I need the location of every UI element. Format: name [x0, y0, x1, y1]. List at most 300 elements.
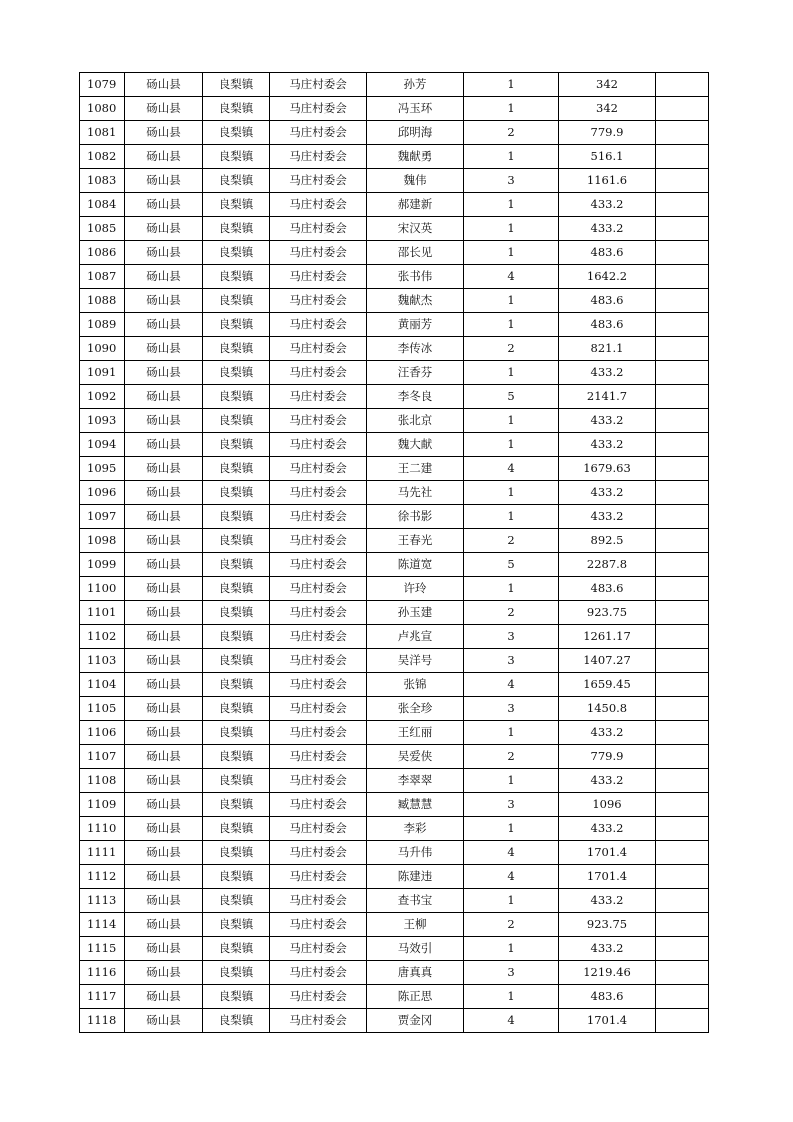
- household-count-cell: 3: [464, 169, 559, 193]
- county-cell: 砀山县: [125, 601, 203, 625]
- county-cell: 砀山县: [125, 865, 203, 889]
- amount-cell: 433.2: [559, 505, 656, 529]
- household-count-cell: 2: [464, 913, 559, 937]
- household-count-cell: 2: [464, 337, 559, 361]
- table-row: [80, 385, 709, 409]
- note-cell: [656, 673, 709, 697]
- county-cell: 砀山县: [125, 529, 203, 553]
- household-count-cell: 1: [464, 817, 559, 841]
- note-cell: [656, 265, 709, 289]
- amount-cell: 433.2: [559, 817, 656, 841]
- table-row: [80, 529, 709, 553]
- amount-cell: 892.5: [559, 529, 656, 553]
- village-cell: 马庄村委会: [270, 481, 367, 505]
- amount-cell: 433.2: [559, 409, 656, 433]
- household-count-cell: 1: [464, 721, 559, 745]
- table-row: [80, 265, 709, 289]
- table-row: [80, 193, 709, 217]
- table-row: [80, 361, 709, 385]
- village-cell: 马庄村委会: [270, 673, 367, 697]
- note-cell: [656, 817, 709, 841]
- amount-cell: 433.2: [559, 769, 656, 793]
- table-row: [80, 817, 709, 841]
- table-row: [80, 241, 709, 265]
- town-cell: 良梨镇: [203, 889, 270, 913]
- village-cell: 马庄村委会: [270, 913, 367, 937]
- name-cell: 魏献杰: [367, 289, 464, 313]
- county-cell: 砀山县: [125, 337, 203, 361]
- county-cell: 砀山县: [125, 553, 203, 577]
- village-cell: 马庄村委会: [270, 721, 367, 745]
- note-cell: [656, 649, 709, 673]
- household-count-cell: 2: [464, 601, 559, 625]
- county-cell: 砀山县: [125, 289, 203, 313]
- amount-cell: 483.6: [559, 313, 656, 337]
- note-cell: [656, 1009, 709, 1033]
- note-cell: [656, 241, 709, 265]
- row-number-cell: 1083: [80, 169, 125, 193]
- row-number-cell: 1116: [80, 961, 125, 985]
- village-cell: 马庄村委会: [270, 649, 367, 673]
- name-cell: 孙玉建: [367, 601, 464, 625]
- note-cell: [656, 289, 709, 313]
- note-cell: [656, 73, 709, 97]
- name-cell: 贾金冈: [367, 1009, 464, 1033]
- amount-cell: 342: [559, 97, 656, 121]
- row-number-cell: 1080: [80, 97, 125, 121]
- name-cell: 王春光: [367, 529, 464, 553]
- village-cell: 马庄村委会: [270, 337, 367, 361]
- table-row: [80, 289, 709, 313]
- household-count-cell: 1: [464, 313, 559, 337]
- household-count-cell: 5: [464, 385, 559, 409]
- town-cell: 良梨镇: [203, 121, 270, 145]
- table-row: [80, 1009, 709, 1033]
- row-number-cell: 1097: [80, 505, 125, 529]
- amount-cell: 1701.4: [559, 841, 656, 865]
- county-cell: 砀山县: [125, 193, 203, 217]
- county-cell: 砀山县: [125, 793, 203, 817]
- village-cell: 马庄村委会: [270, 385, 367, 409]
- table-row: [80, 937, 709, 961]
- row-number-cell: 1096: [80, 481, 125, 505]
- town-cell: 良梨镇: [203, 601, 270, 625]
- town-cell: 良梨镇: [203, 553, 270, 577]
- name-cell: 冯玉环: [367, 97, 464, 121]
- town-cell: 良梨镇: [203, 289, 270, 313]
- row-number-cell: 1117: [80, 985, 125, 1009]
- table-row: [80, 769, 709, 793]
- village-cell: 马庄村委会: [270, 361, 367, 385]
- name-cell: 张锦: [367, 673, 464, 697]
- village-cell: 马庄村委会: [270, 553, 367, 577]
- county-cell: 砀山县: [125, 697, 203, 721]
- name-cell: 徐书影: [367, 505, 464, 529]
- county-cell: 砀山县: [125, 97, 203, 121]
- household-count-cell: 1: [464, 361, 559, 385]
- amount-cell: 483.6: [559, 985, 656, 1009]
- household-count-cell: 3: [464, 625, 559, 649]
- town-cell: 良梨镇: [203, 193, 270, 217]
- town-cell: 良梨镇: [203, 793, 270, 817]
- row-number-cell: 1085: [80, 217, 125, 241]
- county-cell: 砀山县: [125, 361, 203, 385]
- town-cell: 良梨镇: [203, 985, 270, 1009]
- table-row: [80, 145, 709, 169]
- row-number-cell: 1113: [80, 889, 125, 913]
- household-count-cell: 3: [464, 649, 559, 673]
- household-count-cell: 1: [464, 937, 559, 961]
- note-cell: [656, 577, 709, 601]
- row-number-cell: 1093: [80, 409, 125, 433]
- table-row: [80, 793, 709, 817]
- row-number-cell: 1088: [80, 289, 125, 313]
- row-number-cell: 1095: [80, 457, 125, 481]
- village-cell: 马庄村委会: [270, 817, 367, 841]
- amount-cell: 779.9: [559, 121, 656, 145]
- amount-cell: 1161.6: [559, 169, 656, 193]
- name-cell: 郝建新: [367, 193, 464, 217]
- household-count-cell: 1: [464, 409, 559, 433]
- county-cell: 砀山县: [125, 937, 203, 961]
- note-cell: [656, 793, 709, 817]
- row-number-cell: 1084: [80, 193, 125, 217]
- town-cell: 良梨镇: [203, 73, 270, 97]
- county-cell: 砀山县: [125, 817, 203, 841]
- amount-cell: 433.2: [559, 889, 656, 913]
- village-cell: 马庄村委会: [270, 529, 367, 553]
- name-cell: 查书宝: [367, 889, 464, 913]
- note-cell: [656, 361, 709, 385]
- note-cell: [656, 385, 709, 409]
- note-cell: [656, 433, 709, 457]
- note-cell: [656, 841, 709, 865]
- village-cell: 马庄村委会: [270, 217, 367, 241]
- town-cell: 良梨镇: [203, 433, 270, 457]
- town-cell: 良梨镇: [203, 625, 270, 649]
- town-cell: 良梨镇: [203, 409, 270, 433]
- county-cell: 砀山县: [125, 649, 203, 673]
- table-row: [80, 553, 709, 577]
- note-cell: [656, 457, 709, 481]
- town-cell: 良梨镇: [203, 649, 270, 673]
- name-cell: 臧慧慧: [367, 793, 464, 817]
- amount-cell: 1659.45: [559, 673, 656, 697]
- county-cell: 砀山县: [125, 409, 203, 433]
- table-row: [80, 313, 709, 337]
- note-cell: [656, 961, 709, 985]
- table-row: [80, 457, 709, 481]
- town-cell: 良梨镇: [203, 217, 270, 241]
- town-cell: 良梨镇: [203, 697, 270, 721]
- household-count-cell: 4: [464, 865, 559, 889]
- county-cell: 砀山县: [125, 121, 203, 145]
- county-cell: 砀山县: [125, 241, 203, 265]
- town-cell: 良梨镇: [203, 865, 270, 889]
- village-cell: 马庄村委会: [270, 241, 367, 265]
- household-count-cell: 1: [464, 769, 559, 793]
- amount-cell: 433.2: [559, 481, 656, 505]
- note-cell: [656, 337, 709, 361]
- county-cell: 砀山县: [125, 265, 203, 289]
- note-cell: [656, 697, 709, 721]
- row-number-cell: 1079: [80, 73, 125, 97]
- amount-cell: 516.1: [559, 145, 656, 169]
- village-cell: 马庄村委会: [270, 73, 367, 97]
- note-cell: [656, 721, 709, 745]
- amount-cell: 923.75: [559, 601, 656, 625]
- name-cell: 邱明海: [367, 121, 464, 145]
- village-cell: 马庄村委会: [270, 601, 367, 625]
- town-cell: 良梨镇: [203, 265, 270, 289]
- household-count-cell: 1: [464, 481, 559, 505]
- village-cell: 马庄村委会: [270, 889, 367, 913]
- amount-cell: 483.6: [559, 289, 656, 313]
- county-cell: 砀山县: [125, 1009, 203, 1033]
- household-count-cell: 3: [464, 793, 559, 817]
- town-cell: 良梨镇: [203, 769, 270, 793]
- name-cell: 王二建: [367, 457, 464, 481]
- amount-cell: 1701.4: [559, 865, 656, 889]
- roster-table-body: [80, 73, 709, 1033]
- county-cell: 砀山县: [125, 385, 203, 409]
- row-number-cell: 1114: [80, 913, 125, 937]
- town-cell: 良梨镇: [203, 145, 270, 169]
- amount-cell: 1679.63: [559, 457, 656, 481]
- row-number-cell: 1112: [80, 865, 125, 889]
- row-number-cell: 1099: [80, 553, 125, 577]
- amount-cell: 433.2: [559, 937, 656, 961]
- county-cell: 砀山县: [125, 145, 203, 169]
- name-cell: 马升伟: [367, 841, 464, 865]
- table-row: [80, 481, 709, 505]
- amount-cell: 923.75: [559, 913, 656, 937]
- amount-cell: 1096: [559, 793, 656, 817]
- town-cell: 良梨镇: [203, 745, 270, 769]
- table-row: [80, 409, 709, 433]
- county-cell: 砀山县: [125, 433, 203, 457]
- note-cell: [656, 121, 709, 145]
- amount-cell: 1261.17: [559, 625, 656, 649]
- table-row: [80, 649, 709, 673]
- household-count-cell: 1: [464, 241, 559, 265]
- amount-cell: 1642.2: [559, 265, 656, 289]
- town-cell: 良梨镇: [203, 361, 270, 385]
- table-row: [80, 505, 709, 529]
- note-cell: [656, 217, 709, 241]
- name-cell: 魏献勇: [367, 145, 464, 169]
- table-row: [80, 433, 709, 457]
- note-cell: [656, 769, 709, 793]
- household-count-cell: 2: [464, 121, 559, 145]
- household-count-cell: 4: [464, 457, 559, 481]
- village-cell: 马庄村委会: [270, 193, 367, 217]
- amount-cell: 2141.7: [559, 385, 656, 409]
- row-number-cell: 1082: [80, 145, 125, 169]
- row-number-cell: 1100: [80, 577, 125, 601]
- household-count-cell: 1: [464, 985, 559, 1009]
- village-cell: 马庄村委会: [270, 121, 367, 145]
- village-cell: 马庄村委会: [270, 793, 367, 817]
- county-cell: 砀山县: [125, 673, 203, 697]
- village-cell: 马庄村委会: [270, 409, 367, 433]
- town-cell: 良梨镇: [203, 385, 270, 409]
- note-cell: [656, 313, 709, 337]
- amount-cell: 433.2: [559, 217, 656, 241]
- name-cell: 马效引: [367, 937, 464, 961]
- village-cell: 马庄村委会: [270, 961, 367, 985]
- name-cell: 张北京: [367, 409, 464, 433]
- name-cell: 陈建违: [367, 865, 464, 889]
- table-row: [80, 73, 709, 97]
- name-cell: 魏大献: [367, 433, 464, 457]
- note-cell: [656, 505, 709, 529]
- village-cell: 马庄村委会: [270, 97, 367, 121]
- note-cell: [656, 937, 709, 961]
- village-cell: 马庄村委会: [270, 937, 367, 961]
- table-row: [80, 985, 709, 1009]
- row-number-cell: 1094: [80, 433, 125, 457]
- table-row: [80, 577, 709, 601]
- household-count-cell: 1: [464, 289, 559, 313]
- county-cell: 砀山县: [125, 961, 203, 985]
- county-cell: 砀山县: [125, 505, 203, 529]
- county-cell: 砀山县: [125, 985, 203, 1009]
- village-cell: 马庄村委会: [270, 865, 367, 889]
- row-number-cell: 1107: [80, 745, 125, 769]
- row-number-cell: 1089: [80, 313, 125, 337]
- name-cell: 唐真真: [367, 961, 464, 985]
- name-cell: 魏伟: [367, 169, 464, 193]
- county-cell: 砀山县: [125, 841, 203, 865]
- county-cell: 砀山县: [125, 889, 203, 913]
- note-cell: [656, 601, 709, 625]
- town-cell: 良梨镇: [203, 505, 270, 529]
- town-cell: 良梨镇: [203, 673, 270, 697]
- table-row: [80, 913, 709, 937]
- name-cell: 汪香芬: [367, 361, 464, 385]
- village-cell: 马庄村委会: [270, 289, 367, 313]
- name-cell: 黄丽芳: [367, 313, 464, 337]
- row-number-cell: 1103: [80, 649, 125, 673]
- note-cell: [656, 193, 709, 217]
- table-row: [80, 673, 709, 697]
- name-cell: 王柳: [367, 913, 464, 937]
- row-number-cell: 1092: [80, 385, 125, 409]
- note-cell: [656, 529, 709, 553]
- household-count-cell: 4: [464, 1009, 559, 1033]
- note-cell: [656, 889, 709, 913]
- amount-cell: 483.6: [559, 577, 656, 601]
- name-cell: 张书伟: [367, 265, 464, 289]
- amount-cell: 433.2: [559, 361, 656, 385]
- amount-cell: 433.2: [559, 433, 656, 457]
- note-cell: [656, 865, 709, 889]
- amount-cell: 1219.46: [559, 961, 656, 985]
- village-cell: 马庄村委会: [270, 841, 367, 865]
- table-row: [80, 625, 709, 649]
- amount-cell: 1701.4: [559, 1009, 656, 1033]
- row-number-cell: 1098: [80, 529, 125, 553]
- village-cell: 马庄村委会: [270, 169, 367, 193]
- village-cell: 马庄村委会: [270, 505, 367, 529]
- name-cell: 许玲: [367, 577, 464, 601]
- county-cell: 砀山县: [125, 169, 203, 193]
- county-cell: 砀山县: [125, 73, 203, 97]
- amount-cell: 433.2: [559, 193, 656, 217]
- town-cell: 良梨镇: [203, 961, 270, 985]
- household-count-cell: 3: [464, 961, 559, 985]
- note-cell: [656, 169, 709, 193]
- household-count-cell: 5: [464, 553, 559, 577]
- row-number-cell: 1115: [80, 937, 125, 961]
- town-cell: 良梨镇: [203, 169, 270, 193]
- name-cell: 宋汉英: [367, 217, 464, 241]
- town-cell: 良梨镇: [203, 1009, 270, 1033]
- county-cell: 砀山县: [125, 457, 203, 481]
- county-cell: 砀山县: [125, 217, 203, 241]
- name-cell: 李传冰: [367, 337, 464, 361]
- table-row: [80, 697, 709, 721]
- row-number-cell: 1111: [80, 841, 125, 865]
- household-count-cell: 1: [464, 145, 559, 169]
- note-cell: [656, 409, 709, 433]
- household-count-cell: 2: [464, 529, 559, 553]
- household-count-cell: 2: [464, 745, 559, 769]
- village-cell: 马庄村委会: [270, 457, 367, 481]
- table-row: [80, 337, 709, 361]
- row-number-cell: 1109: [80, 793, 125, 817]
- row-number-cell: 1106: [80, 721, 125, 745]
- table-row: [80, 745, 709, 769]
- town-cell: 良梨镇: [203, 97, 270, 121]
- name-cell: 孙芳: [367, 73, 464, 97]
- name-cell: 李彩: [367, 817, 464, 841]
- roster-table: [79, 72, 709, 1033]
- town-cell: 良梨镇: [203, 841, 270, 865]
- village-cell: 马庄村委会: [270, 433, 367, 457]
- row-number-cell: 1086: [80, 241, 125, 265]
- table-row: [80, 865, 709, 889]
- county-cell: 砀山县: [125, 721, 203, 745]
- amount-cell: 1407.27: [559, 649, 656, 673]
- name-cell: 王红丽: [367, 721, 464, 745]
- village-cell: 马庄村委会: [270, 265, 367, 289]
- name-cell: 李冬良: [367, 385, 464, 409]
- county-cell: 砀山县: [125, 745, 203, 769]
- village-cell: 马庄村委会: [270, 745, 367, 769]
- name-cell: 吴洋号: [367, 649, 464, 673]
- note-cell: [656, 145, 709, 169]
- table-row: [80, 121, 709, 145]
- row-number-cell: 1108: [80, 769, 125, 793]
- county-cell: 砀山县: [125, 577, 203, 601]
- village-cell: 马庄村委会: [270, 769, 367, 793]
- town-cell: 良梨镇: [203, 457, 270, 481]
- village-cell: 马庄村委会: [270, 1009, 367, 1033]
- town-cell: 良梨镇: [203, 241, 270, 265]
- table-row: [80, 217, 709, 241]
- household-count-cell: 1: [464, 505, 559, 529]
- county-cell: 砀山县: [125, 481, 203, 505]
- table-row: [80, 841, 709, 865]
- table-row: [80, 721, 709, 745]
- village-cell: 马庄村委会: [270, 577, 367, 601]
- name-cell: 张全珍: [367, 697, 464, 721]
- row-number-cell: 1090: [80, 337, 125, 361]
- amount-cell: 2287.8: [559, 553, 656, 577]
- village-cell: 马庄村委会: [270, 625, 367, 649]
